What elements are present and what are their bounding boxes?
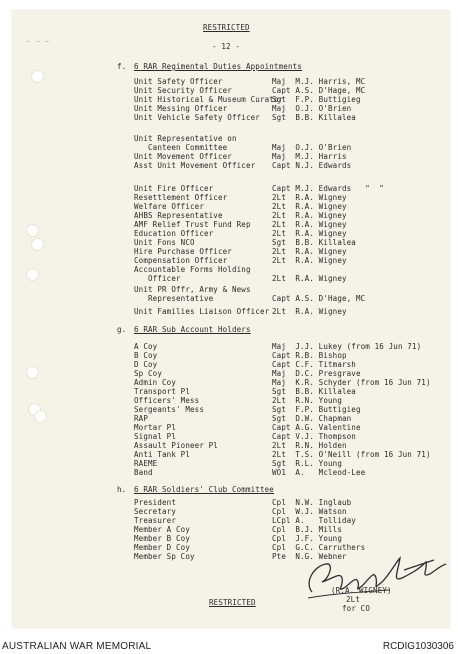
appointment-role: Secretary	[134, 507, 176, 516]
appointee-name: Sgt R.L. Young	[272, 459, 342, 468]
appointment-role: Unit Movement Officer	[134, 152, 232, 161]
appointee-name: Cpl G.C. Carruthers	[272, 543, 366, 552]
punch-hole	[26, 268, 39, 281]
page-number: - 12 -	[212, 42, 240, 51]
punch-hole	[26, 366, 39, 379]
appointment-role: Unit Historical & Museum Curator	[134, 95, 284, 104]
appointee-name: Capt N.J. Edwards	[272, 161, 352, 170]
appointee-name: Pte N.G. Webner	[272, 552, 347, 561]
appointee-name: 2Lt R.A. Wigney	[272, 193, 347, 202]
appointee-name: Maj K.R. Schyder (from 16 Jun 71)	[272, 378, 431, 387]
appointee-name: 2Lt R.A. Wigney	[272, 229, 347, 238]
appointee-name: Sgt F.P. Buttigieg	[272, 95, 361, 104]
appointment-role: AMF Relief Trust Fund Rep	[134, 220, 251, 229]
appointment-role: Member B Coy	[134, 534, 190, 543]
handwritten-signature	[300, 548, 450, 604]
section-label: f.	[117, 62, 127, 71]
appointee-name: Sgt D.W. Chapman	[272, 414, 352, 423]
appointment-role: B Coy	[134, 351, 158, 360]
document-reference: RCDIG1030306	[382, 641, 454, 652]
appointee-name: Sgt B.B. Killalea	[272, 238, 356, 247]
appointment-role: Representative	[134, 294, 214, 303]
signatory-for: for CO	[342, 604, 370, 613]
appointee-name: 2Lt R.A. Wigney	[272, 274, 347, 283]
punch-hole	[31, 238, 44, 251]
appointee-name: Maj O.J. O'Brien	[272, 143, 352, 152]
appointment-role: Unit Security Officer	[134, 86, 232, 95]
punch-hole	[26, 224, 39, 237]
appointment-role: Unit Families Liaison Officer	[134, 307, 270, 316]
signatory-name: (R.A. WIGNEY)	[331, 586, 392, 595]
punch-hole	[34, 410, 47, 423]
appointment-role: D Coy	[134, 360, 158, 369]
appointment-role: Education Officer	[134, 229, 214, 238]
appointee-name: Cpl B.J. Mills	[272, 525, 342, 534]
appointee-name: Cpl N.W. Inglaub	[272, 498, 352, 507]
appointee-name: Maj O.J. O'Brien	[272, 104, 352, 113]
appointee-name: Sgt F.P. Buttigieg	[272, 405, 361, 414]
appointment-role: A Coy	[134, 342, 158, 351]
appointee-name: 2Lt R.A. Wigney	[272, 256, 347, 265]
section-label: h.	[117, 485, 127, 494]
appointee-name: Maj J.J. Lukey (from 16 Jun 71)	[272, 342, 422, 351]
appointment-role: Hire Purchase Officer	[134, 247, 232, 256]
appointee-name: 2Lt R.A. Wigney	[272, 211, 347, 220]
appointee-name: Cpl J.F. Young	[272, 534, 342, 543]
punch-hole	[31, 70, 44, 83]
appointment-role: Unit Representative on	[134, 134, 237, 143]
appointee-name: Capt R.B. Bishop	[272, 351, 347, 360]
appointee-name: Cpl W.J. Watson	[272, 507, 347, 516]
appointment-role: Compensation Officer	[134, 256, 228, 265]
appointment-role: AHBS Representative	[134, 211, 223, 220]
classification-bottom: RESTRICTED	[209, 598, 256, 607]
classification-top: RESTRICTED	[203, 23, 250, 32]
appointment-role: Band	[134, 468, 153, 477]
section-title: 6 RAR Sub Account Holders	[134, 325, 251, 334]
appointee-name: Capt A.G. Valentine	[272, 423, 361, 432]
appointment-role: Admin Coy	[134, 378, 176, 387]
appointment-role: Canteen Committee	[134, 143, 228, 152]
appointment-role: Sp Coy	[134, 369, 162, 378]
appointment-role: Officers' Mess	[134, 396, 200, 405]
appointment-role: Welfare Officer	[134, 202, 204, 211]
appointee-name: WO1 A. Mcleod-Lee	[272, 468, 366, 477]
appointment-role: Unit Vehicle Safety Officer	[134, 113, 260, 122]
appointment-role: Transport Pl	[134, 387, 190, 396]
appointee-name: Maj D.C. Presgrave	[272, 369, 361, 378]
appointee-name: Sgt B.B. Killalea	[272, 387, 356, 396]
appointment-role: Signal Pl	[134, 432, 176, 441]
section-label: g.	[117, 325, 127, 334]
appointee-name: 2Lt T.S. O'Neill (from 16 Jun 71)	[272, 450, 431, 459]
appointee-name: Maj M.J. Harris	[272, 152, 347, 161]
appointment-role: Member A Coy	[134, 525, 190, 534]
appointee-name: Capt A.S. D'Hage, MC	[272, 294, 366, 303]
appointment-role: Unit Fons NCO	[134, 238, 195, 247]
appointee-name: Capt C.F. Titmarsh	[272, 360, 356, 369]
appointee-name: 2Lt R.A. Wigney	[272, 247, 347, 256]
section-title: 6 RAR Soldiers' Club Committee	[134, 485, 274, 494]
appointment-role: RAEME	[134, 459, 158, 468]
appointee-name: LCpl A. Tolliday	[272, 516, 356, 525]
appointment-role: Member D Coy	[134, 543, 190, 552]
appointee-name: Maj M.J. Harris, MC	[272, 77, 366, 86]
appointee-name: 2Lt R.N. Young	[272, 396, 342, 405]
appointment-role: Unit Messing Officer	[134, 104, 228, 113]
appointment-role: Accountable Forms Holding	[134, 265, 251, 274]
appointment-role: Sergeants' Mess	[134, 405, 204, 414]
appointment-role: Unit Safety Officer	[134, 77, 223, 86]
institution-name: AUSTRALIAN WAR MEMORIAL	[2, 641, 152, 652]
appointee-name: 2Lt R.N. Holden	[272, 441, 347, 450]
appointee-name: Sgt B.B. Killalea	[272, 113, 356, 122]
appointment-role: Resettlement Officer	[134, 193, 228, 202]
appointee-name: Capt M.J. Edwards " "	[272, 184, 384, 193]
appointee-name: Capt V.J. Thompson	[272, 432, 356, 441]
appointment-role: Member Sp Coy	[134, 552, 195, 561]
pencil-mark: ~ ~ ~	[26, 37, 50, 46]
appointment-role: Unit Fire Officer	[134, 184, 214, 193]
appointment-role: Anti Tank Pl	[134, 450, 190, 459]
appointee-name: Capt A.S. D'Hage, MC	[272, 86, 366, 95]
appointment-role: Mortar Pl	[134, 423, 176, 432]
appointee-name: 2Lt R.A. Wigney	[272, 202, 347, 211]
appointment-role: Officer	[134, 274, 181, 283]
appointment-role: President	[134, 498, 176, 507]
section-title: 6 RAR Regimental Duties Appointments	[134, 62, 302, 71]
appointment-role: Unit PR Offr, Army & News	[134, 285, 251, 294]
appointment-role: RAP	[134, 414, 148, 423]
appointment-role: Assault Pioneer Pl	[134, 441, 218, 450]
signatory-rank: 2Lt	[346, 595, 360, 604]
appointee-name: 2Lt R.A. Wigney	[272, 220, 347, 229]
appointee-name: 2Lt R.A. Wigney	[272, 307, 347, 316]
appointment-role: Asst Unit Movement Officer	[134, 161, 256, 170]
appointment-role: Treasurer	[134, 516, 176, 525]
